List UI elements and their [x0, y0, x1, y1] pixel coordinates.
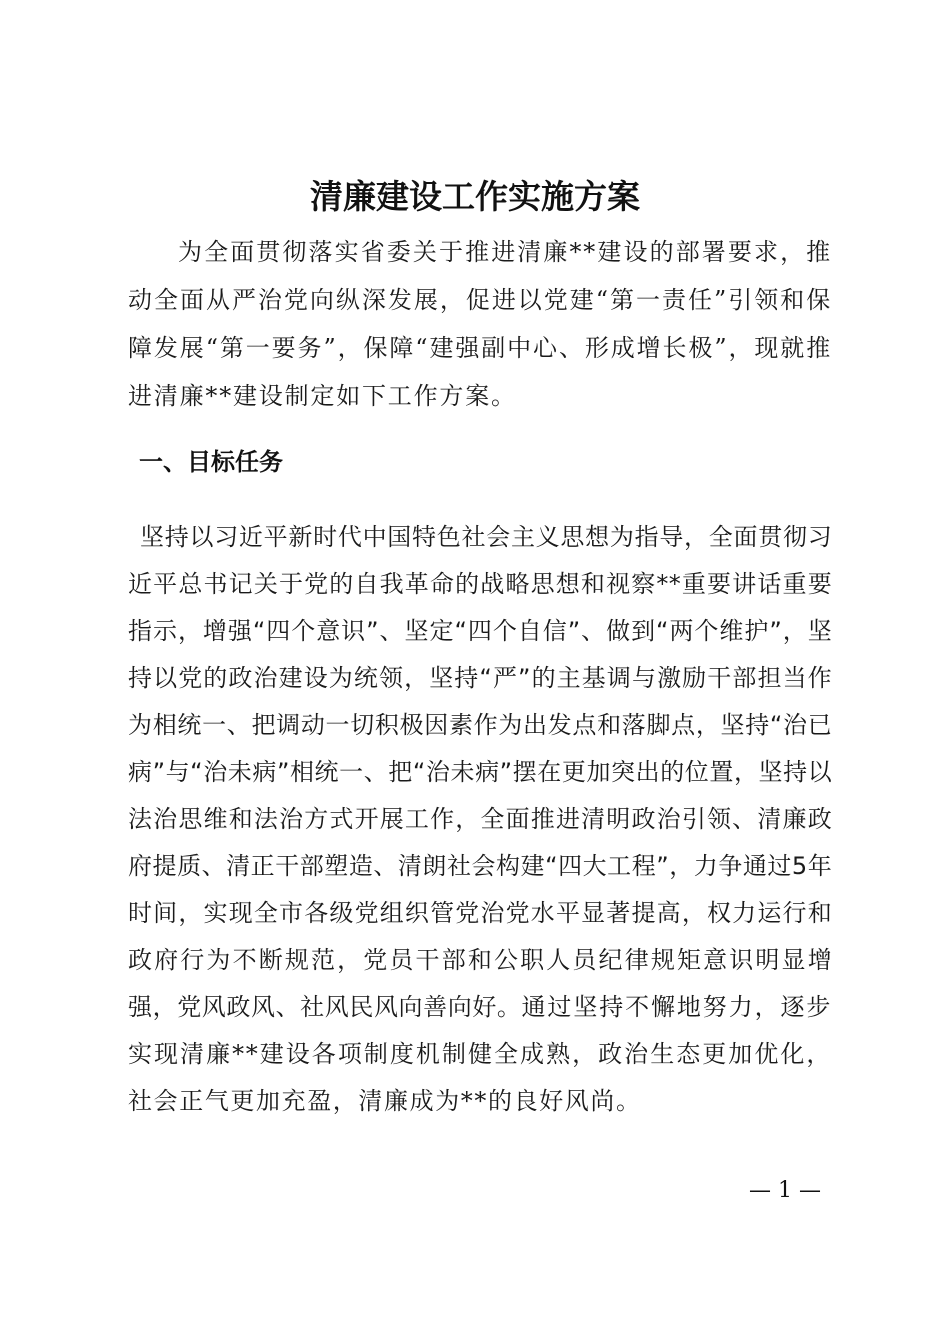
intro-paragraph: 为全面贯彻落实省委关于推进清廉**建设的部署要求，推动全面从严治党向纵深发展，促进以党建“第一责任”引领和保障发展“第一要务”，保障“建强副中心、形成增长极”，现就推进清廉**建设制定如下工作方案。	[128, 238, 832, 410]
page-number: — 1 —	[749, 1178, 821, 1203]
body-text-part-2: 通过坚持不懈地努力，逐步实现清廉**建设各项制度机制健全成熟，政治生态更加优化，社会正气更加充盈，清廉成为**的良好风尚。	[128, 993, 832, 1115]
body-text-part-1: 坚持以习近平新时代中国特色社会主义思想为指导，全面贯彻习近平总书记关于党的自我革命的战略思想和视察**重要讲话重要指示，增强“四个意识”、坚定“四个自信”、做到“两个维护”，坚持以党的政治建设为统领，坚持“严”的主基调与激励干部担当作为相统一、把调动一切积极因素作为出发点和落脚点，坚持“治已病”与“治未病”相统一、把“治未病”摆在更加突出的位置，坚持以法治思维和法治方式开展工作，全面推进清明政治引领、清廉政府提质、清正干部塑造、清朗社会构建“四大工程”，力争通过5年时间，实现全市各级党组织管党治党水平显著提高，权力运行和政府行为不断规范，党员干部和公职人员纪律规矩意识明显增强，党风政风、社风民风向善向好。	[128, 523, 832, 1021]
section-heading-objectives: 一、目标任务	[139, 448, 283, 476]
document-title: 清廉建设工作实施方案	[310, 177, 640, 216]
section-body-objectives	[128, 514, 832, 1125]
